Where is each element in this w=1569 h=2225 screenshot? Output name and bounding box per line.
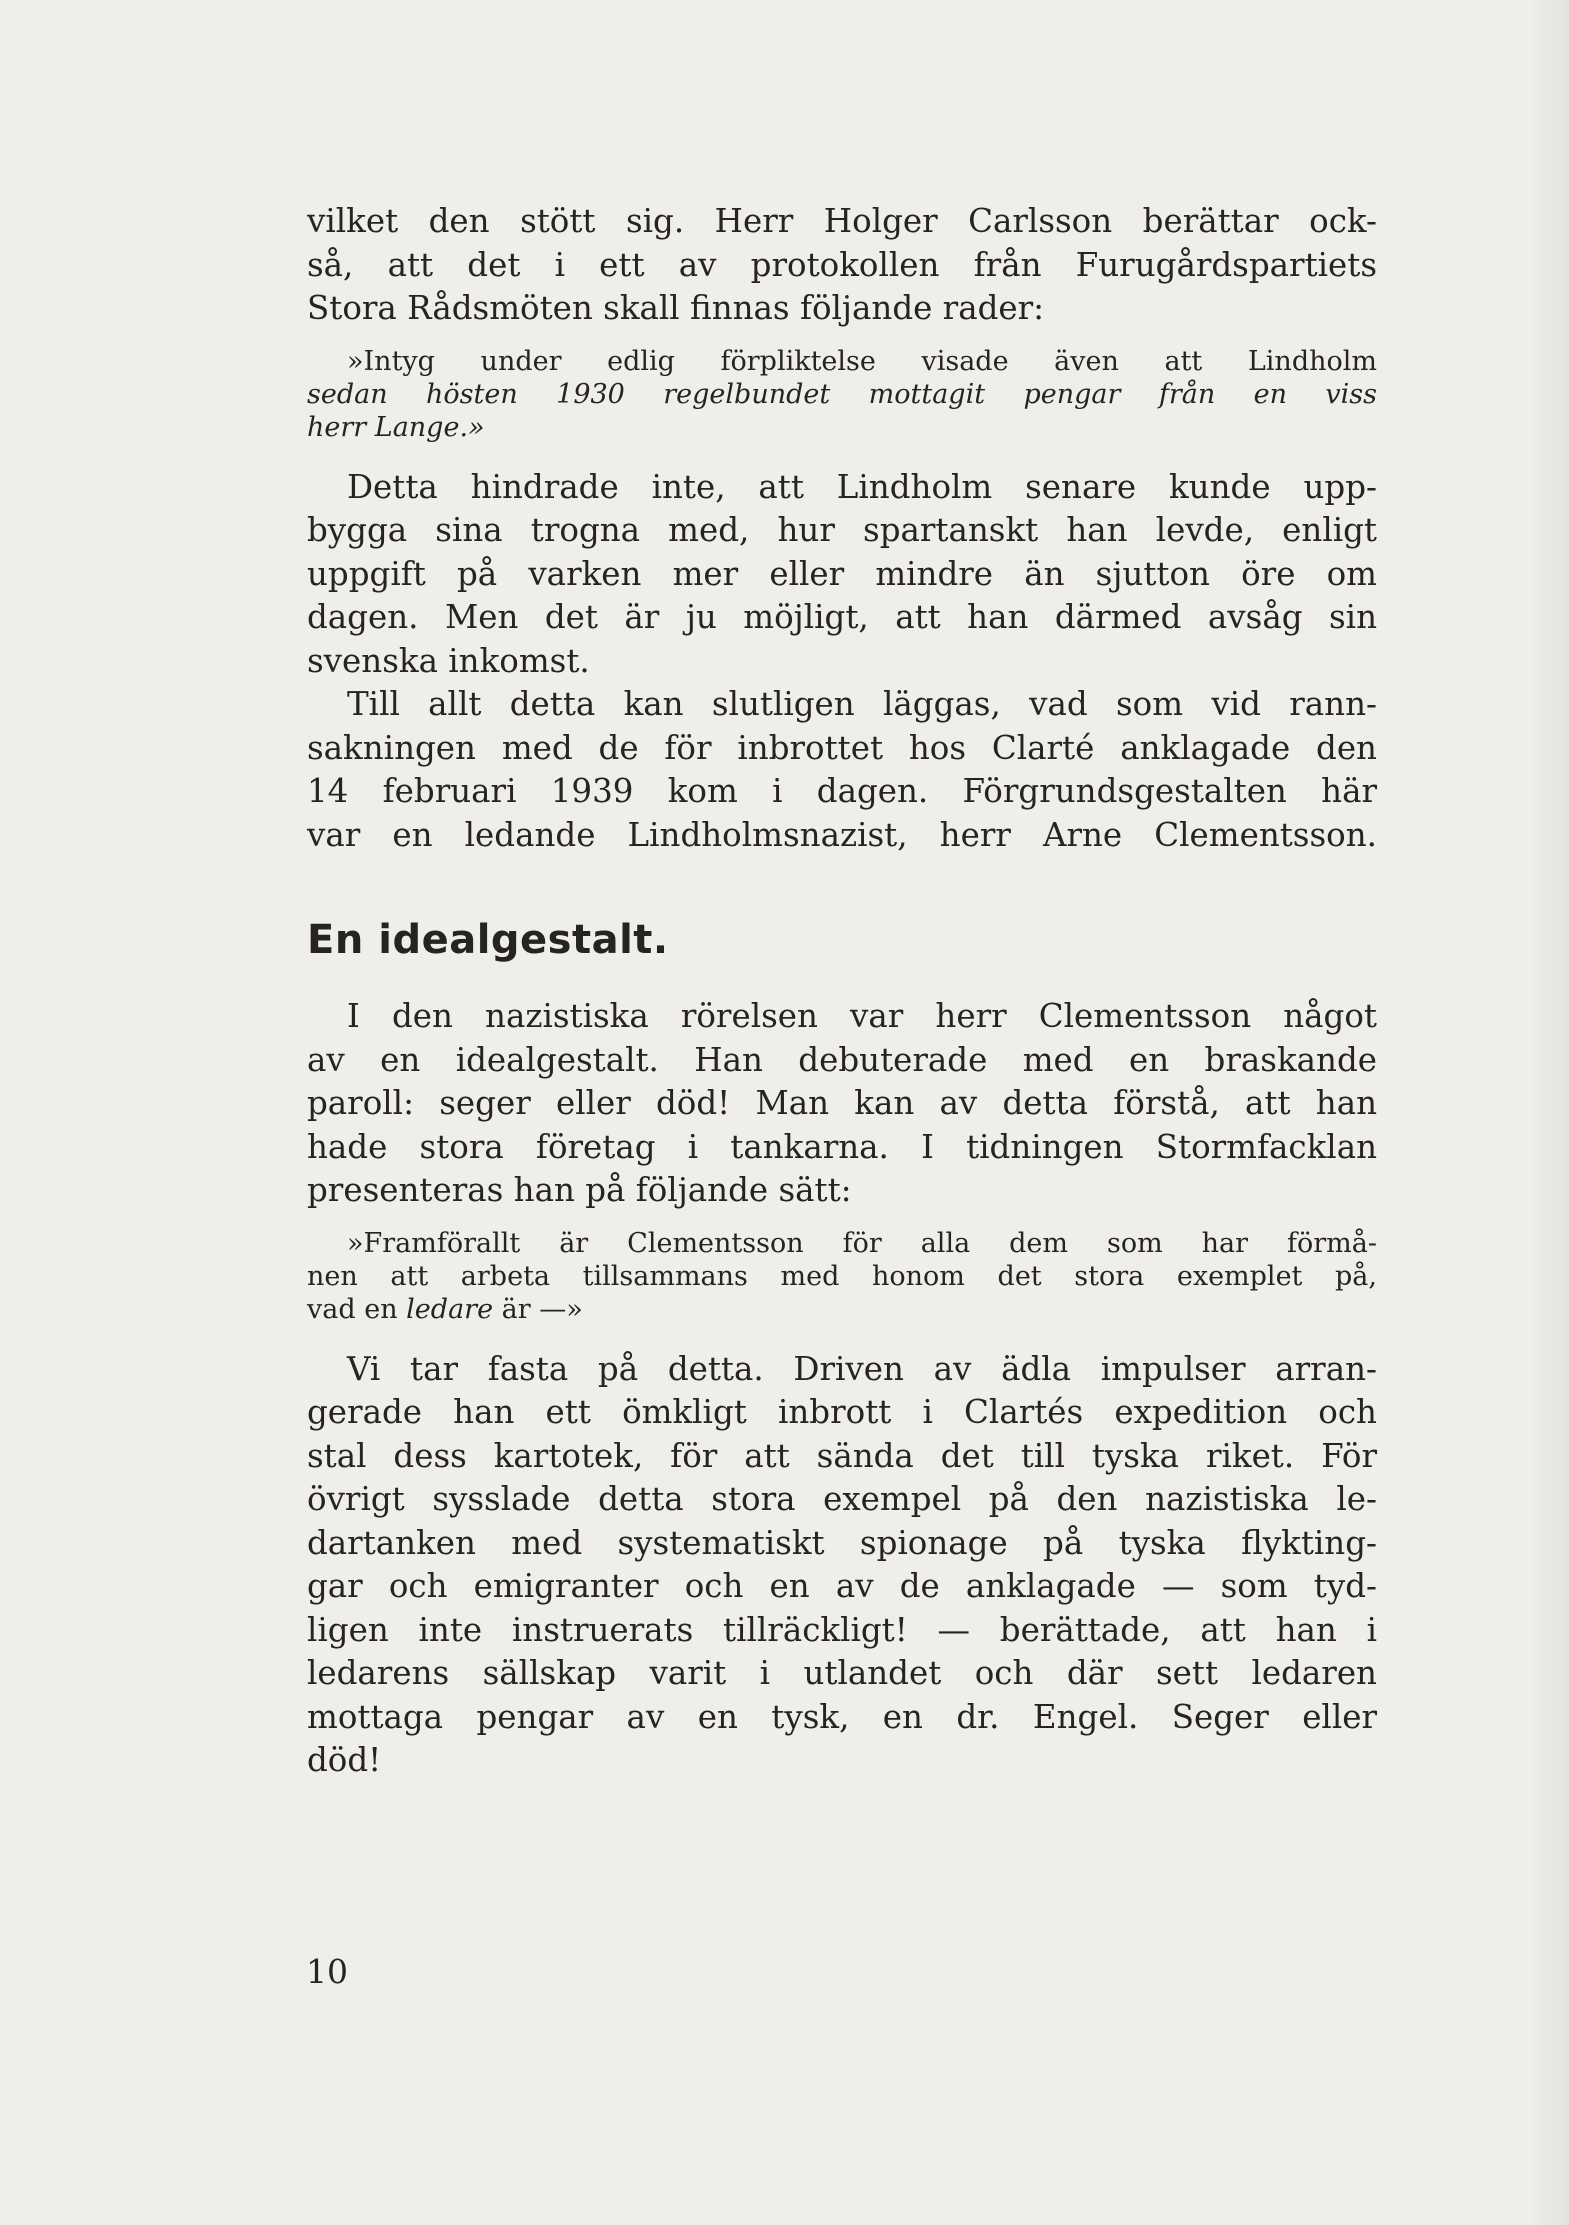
quote-italic: sedan hösten 1930 regelbundet mottagit pengar från en viss [307,378,1377,410]
text-line: sakningen med de för inbrottet hos Clarté anklagade den [307,728,1377,767]
text-line: Till allt detta kan slutligen läggas, vad som vid rann- [347,685,1377,723]
quote-line [307,1293,1377,1326]
text-line: I den nazistiska rörelsen var herr Clementsson något [347,997,1377,1035]
text-line: ligen inte instruerats tillräckligt! — berättade, att han i [307,1610,1377,1649]
text-line: Vi tar fasta på detta. Driven av ädla impulser arran- [347,1349,1377,1388]
paragraph-2 [307,466,1377,684]
text-line: gar och emigranter och en av de anklagade — som tyd- [307,1567,1377,1605]
quote-line [307,378,1377,411]
quote-line: »Intyg under edlig förpliktelse visade även att Lindholm [347,345,1377,377]
text-line: var en ledande Lindholmsnazist, herr Arne Clementsson. [307,815,1377,854]
text-line: dartanken med systematiskt spionage på tyska flykting- [307,1523,1377,1562]
text-line: svenska inkomst. [307,641,590,680]
text-line: död! [307,1741,382,1779]
text-line: av en idealgestalt. Han debuterade med en braskande [307,1040,1377,1079]
text-line: Stora Rådsmöten skall finnas följande rader: [307,289,1045,327]
text-line: ledarens sällskap varit i utlandet och där sett ledaren [307,1654,1377,1692]
text-line: dagen. Men det är ju möjligt, att han därmed avsåg sin [307,598,1377,636]
quote-line: »Framförallt är Clementsson för alla dem som har förmå- [347,1227,1377,1259]
text-line: Detta hindrade inte, att Lindholm senare kunde upp- [347,467,1377,506]
page-number: 10 [306,1952,348,1991]
paragraph-5 [307,1348,1377,1783]
text-line: hade stora företag i tankarna. I tidningen Stormfacklan [307,1127,1377,1166]
quote-italic: ledare [406,1293,494,1325]
quote-text: vad en [307,1293,407,1325]
text-line: stal dess kartotek, för att sända det till tyska riket. För [307,1436,1377,1475]
text-line: så, att det i ett av protokollen från Furugårdspartiets [307,245,1377,284]
text-line: övrigt sysslade detta stora exempel på den nazistiska le- [307,1480,1377,1518]
quote-line [307,411,1377,444]
paragraph-4 [307,995,1377,1213]
text-line: gerade han ett ömkligt inbrott i Clartés expedition och [307,1393,1377,1431]
text-line: vilket den stött sig. Herr Holger Carlsson berättar ock- [307,202,1377,240]
quote-italic: herr Lange.» [307,411,485,443]
quote-stormfacklan [307,1227,1377,1326]
text-line: bygga sina trogna med, hur spartanskt han levde, enligt [307,511,1377,549]
text-line: paroll: seger eller död! Man kan av detta förstå, att han [307,1084,1377,1122]
quote-lindholm [307,345,1377,444]
text-line: mottaga pengar av en tysk, en dr. Engel. Seger eller [307,1697,1377,1736]
paragraph-3 [307,683,1377,857]
quote-text: är —» [493,1293,583,1325]
paragraph-1 [307,200,1377,331]
text-line: 14 februari 1939 kom i dagen. Förgrundsgestalten här [307,772,1377,810]
text-line: presenteras han på följande sätt: [307,1171,852,1209]
quote-line: nen att arbeta tillsammans med honom det stora exemplet på, [307,1260,1377,1292]
section-heading: En idealgestalt. [307,917,669,963]
text-column [307,200,1377,1783]
text-line: uppgift på varken mer eller mindre än sjutton öre om [307,554,1377,593]
page-edge-shadow [1529,0,1569,2225]
